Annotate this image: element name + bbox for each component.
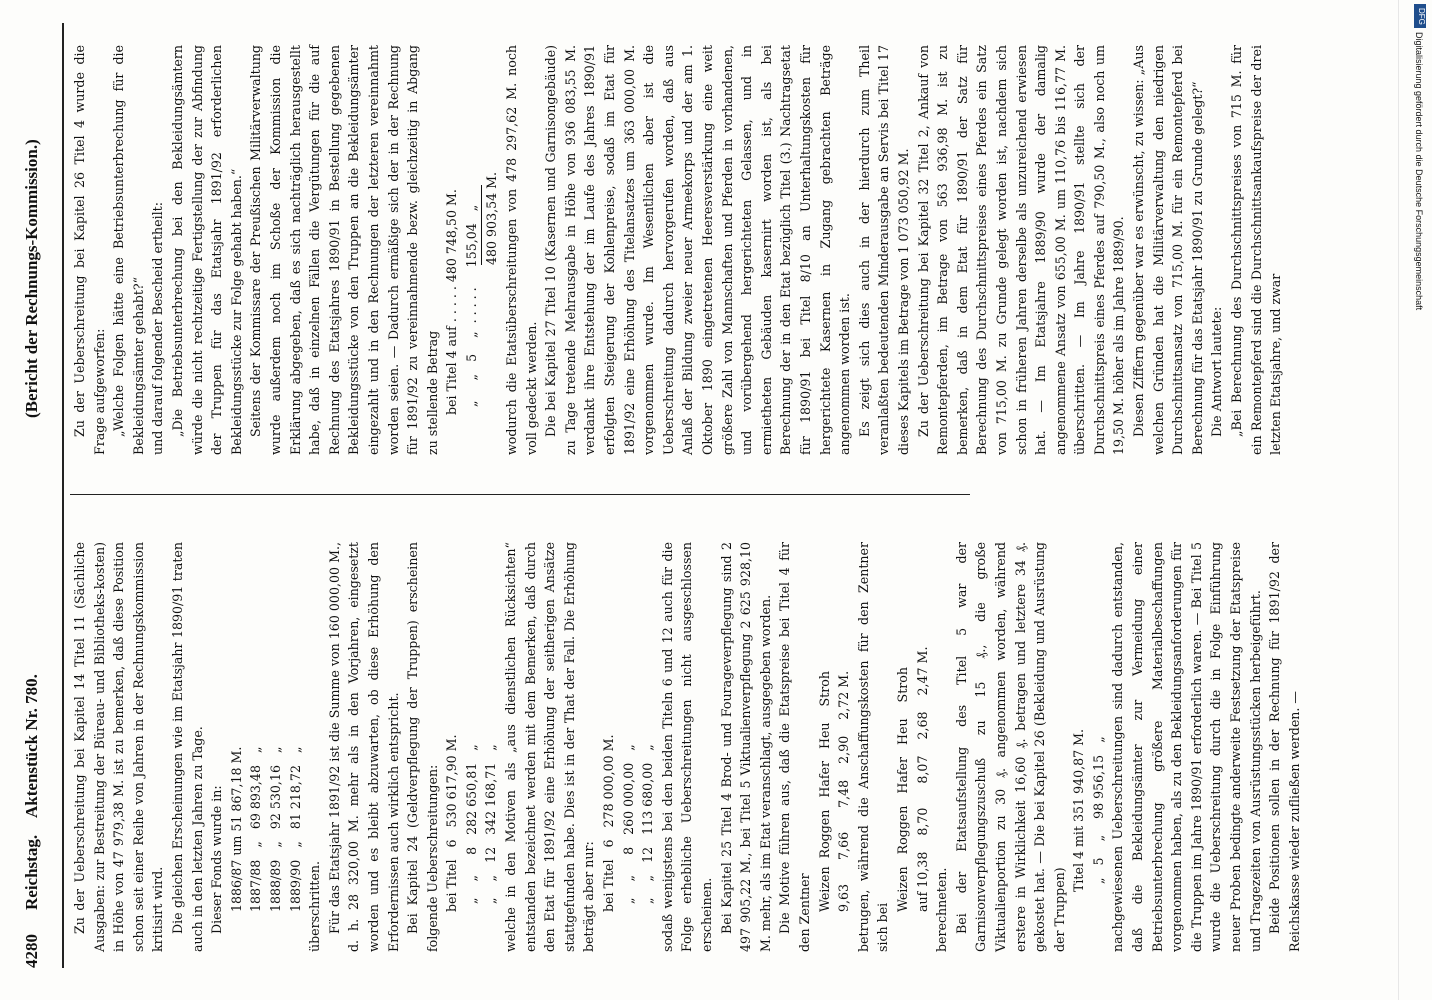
paragraph: nachgewiesenen Ueberschreitungen sind dadurch entstanden, daß die Bekleidungsämter zur Vermeidung einer Betriebsunterbrechung größere Materialbeschaffungen vorgenommen haben, als zu den Bekleidungsanforderungen für die Truppen im Jahre 1890/91 erforderlich waren. — Bei Titel 5 wurde die Ueberschreitung durch die in Folge Einführung neuer Proben bedingte anderweite Festsetzung der Etatspreise und Tragezeiten von Ausrüstungsstücken herbeigeführt. bbox=[1110, 542, 1263, 952]
titel-list bbox=[442, 542, 501, 912]
column-divider bbox=[70, 494, 970, 495]
list-item: „ „ 12 342 168,71 „ bbox=[483, 744, 499, 912]
paragraph: welche in den Motiven als „aus dienstlichen Rücksichten“ entstanden bezeichnet werden mit dem Bemerken, daß durch den Etat für 1891/92 eine Erhöhung der seitherigen Ansätze stattgefunden habe. Dies ist in der That der Fall. Die Erhöhung beträgt aber nur: bbox=[503, 542, 597, 952]
paragraph: Es zeigt sich dies auch in der hierdurch zum Theil veranlaßten bedeutenden Minderausgabe an Servis bei Titel 17 dieses Kapitels im Betrage von 1 073 050,92 M. bbox=[856, 45, 911, 455]
paragraph: Zu der Ueberschreitung bei Kapitel 32 Titel 2, Ankauf von Remontepferden, im Betrage von 563 936,98 M. ist zu bemerken, daß in dem Etat für 1890/91 der Satz für Berechnung des Durchschnittspreises eines Pferdes ein Satz von 715,00 M. zu Grunde gelegt worden ist, nachdem sich schon in früheren Jahren derselbe als unzureichend erwiesen hat. — Im Etatsjahre 1889/90 wurde der damalig angenommene Ansatz von 655,00 M. um 110,76 bis 116,77 M. überschritten. — Im Jahre 1890/91 stellte sich der Durchschnittspreis eines Pferdes auf 790,50 M., also noch um 19,50 M. höher als im Jahre 1889/90. bbox=[915, 45, 1127, 455]
paragraph: Bei Kapitel 25 Titel 4 Brod- und Fourageverpflegung sind 2 497 905,22 M., bei Titel 5 Viktualienverpflegung 2 625 928,10 M. mehr, als im Etat veranschlagt, ausgegeben worden. bbox=[718, 542, 773, 952]
scan-edge-line bbox=[1398, 0, 1399, 1000]
paragraph: und darauf folgender Bescheid ertheilt: bbox=[150, 202, 166, 455]
paragraph: Beide Positionen sollen in der Rechnung für 1891/92 der Reichskasse wieder zufließen werden. — bbox=[1267, 542, 1302, 952]
page-header bbox=[2, 28, 62, 968]
list-item: bei Titel 4 auf . . . . . 480 748,50 M. bbox=[444, 189, 460, 415]
list-item: 1886/87 um 51 867,18 M. bbox=[228, 746, 244, 912]
paragraph: berechneten. bbox=[934, 867, 950, 952]
dfg-logo: DFG bbox=[1414, 4, 1426, 28]
list-item: „ „ 8 282 650,81 „ bbox=[463, 744, 479, 912]
sum-total: 480 903,54 M. bbox=[484, 171, 500, 265]
paragraph: Bei Kapitel 24 (Geldverpflegung der Truppen) erscheinen folgende Ueberschreitungen: bbox=[405, 542, 440, 952]
price-table bbox=[815, 542, 854, 912]
digitization-note: Digitalisierung gefördert durch die Deutsche Forschungsgemeinschaft bbox=[1414, 32, 1424, 311]
paragraph: Die Antwort lautete: bbox=[1209, 306, 1225, 437]
price-rows: Weizen Roggen Hafer Heu Stroh auf 10,38 8,70 8,07 2,68 2,47 M. bbox=[894, 646, 930, 912]
titel-list bbox=[599, 542, 658, 912]
header-rule bbox=[62, 23, 64, 968]
list-item: Titel 4 mit 351 940,87 M. bbox=[1071, 728, 1087, 892]
quotation: „Welche Folgen hätte eine Betriebsunterbrechung für die Bekleidungsämter gehabt?“ bbox=[111, 45, 146, 455]
list-item: „ „ 12 113 680,00 „ bbox=[640, 744, 656, 912]
paragraph: überschritten. bbox=[307, 860, 323, 952]
list-item: bei Titel 6 278 000,00 M. bbox=[601, 734, 617, 912]
paragraph: Zu der Ueberschreitung bei Kapitel 14 Titel 11 (Sächliche Ausgaben: zur Bestreitung der Büreau- und Bibliotheks-kosten) in Höhe von 47 979,38 M. ist zu bemerken, daß diese Position schon seit einer Reihe von Jahren in der Rechnungskommission kritisirt wird. bbox=[72, 542, 166, 952]
running-title-right: (Bericht der Rechnungs-Kommission.) bbox=[22, 139, 41, 418]
price-table bbox=[893, 542, 932, 912]
running-title-left: Reichstag. bbox=[22, 834, 41, 910]
paragraph: Diesen Ziffern gegenüber war es erwünscht, zu wissen: „Aus welchen Gründen hat die Militärverwaltung den niedrigen Durchschnittsansatz von 715,00 M. für ein Remontepferd bei Berechnung für das Etatsjahr 1890/91 zu Grunde gelegt?“ bbox=[1131, 45, 1205, 455]
paragraph: Dieser Fonds wurde in: bbox=[209, 785, 225, 934]
quotation: „Bei Berechnung des Durchschnittspreises von 715 M. für ein Remontepferd sind die Durchschnittsankaufspreise der drei letzten Etatsjahre, und zwar bbox=[1229, 45, 1284, 455]
list-item: „ „ 5 „ . . . . . 155,04 „ bbox=[463, 204, 479, 415]
list-item: bei Titel 6 530 617,90 M. bbox=[444, 734, 460, 912]
paragraph: Seitens der Kommissare der Preußischen Militärverwaltung wurde außerdem noch im Schoße der Kommission die Erklärung abgegeben, daß es sich nachträglich herausgestellt habe, daß in einzelnen Fällen die Vergütungen für die auf Rechnung des Etatsjahres 1890/91 in Bestellung gegebenen Bekleidungsstücke von den Truppen an die Bekleidungsämter eingezahlt und in den Rechnungen der letzteren vereinnahmt worden seien. — Dadurch ermäßige sich der in der Rechnung für 1891/92 zu vereinnahmende bezw. gleichzeitig in Abgang zu stellende Betrag bbox=[248, 45, 440, 455]
running-title-center: Aktenstück Nr. 780. bbox=[22, 674, 41, 818]
paragraph: Die bei Kapitel 27 Titel 10 (Kasernen und Garnisongebäude) zu Tage tretende Mehrausgabe in Höhe von 936 083,55 M. verdankt ihre Entstehung der im Laufe des Jahres 1890/91 erfolgten Steigerung der Kohlenpreise, sodaß im Etat für 1891/92 eine Erhöhung des Titelansatzes um 363 000,00 M. vorgenommen wurde. Im Wesentlichen aber ist die Ueberschreitung dadurch hervorgerufen worden, daß aus Anlaß der Bildung zweier neuer Armeekorps und der am 1. Oktober 1890 eingetretenen Heeresverstärkung eine weit größere Zahl von Mannschaften und Pferden in vorhandenen, und vorübergehend hergerichteten Gelassen, und in ermietheten Gebäuden kasernirt worden ist, als bei Berechnung der in den Etat bezüglich Titel (3.) Nachtragsetat für 1890/91 bei Titel 8/10 an Unterhaltungskosten für hergerichtete Kasernen in Zugang gebrachten Beträge angenommen worden ist. bbox=[543, 45, 853, 455]
paragraph: Die Motive führen aus, daß die Etatspreise bei Titel 4 für den Zentner bbox=[777, 542, 812, 952]
paragraph: sodaß wenigstens bei den beiden Titeln 6 und 12 auch für die Folge erhebliche Ueberschreitungen nicht ausgeschlossen erscheinen. bbox=[659, 542, 714, 952]
digitization-note-wrap bbox=[1412, 32, 1426, 712]
titel-list bbox=[1069, 542, 1108, 892]
quotation: „Die Betriebsunterbrechung bei den Bekleidungsämtern würde die nicht rechtzeitige Fertigstellung der zur Abfindung der Truppen für das Etatsjahr 1891/92 erforderlichen Bekleidungsstücke zur Folge gehabt haben.“ bbox=[169, 45, 244, 455]
right-column bbox=[70, 45, 1286, 455]
list-item: „ „ 8 260 000,00 „ bbox=[620, 744, 636, 912]
list-item: 1887/88 „ 69 893,48 „ bbox=[248, 746, 264, 912]
paragraph: Für das Etatsjahr 1891/92 ist die Summe von 160 000,00 M., d. h. 28 320,00 M. mehr als in den Vorjahren, eingesetzt worden und es bleibt abzuwarten, ob diese Erhöhung den Erfordernissen auch wirklich entspricht. bbox=[326, 542, 401, 952]
paragraph: wodurch die Etatsüberschreitungen von 478 297,62 M. noch voll gedeckt werden. bbox=[504, 45, 539, 455]
paragraph: Die gleichen Erscheinungen wie im Etatsjahr 1890/91 traten auch in den letzten Jahren zu Tage. bbox=[169, 542, 205, 952]
list-item: „ 5 „ 98 956,15 „ bbox=[1090, 736, 1106, 892]
paragraph: Bei der Etatsaufstellung des Titel 5 war der Garnisonverpflegungszuschuß zu 15 ₰., die große Viktualienportion zu 30 ₰. angenommen worden, während erstere in Wirklichkeit 16,60 ₰. betragen und letztere 34 ₰. gekostet hat. — Die bei Kapitel 26 (Bekleidung und Ausrüstung der Truppen) bbox=[953, 542, 1067, 952]
left-column bbox=[70, 542, 1304, 952]
list-item: 1888/89 „ 92 530,16 „ bbox=[267, 746, 283, 912]
price-rows: Weizen Roggen Hafer Heu Stroh 9,63 7,66 7,48 2,90 2,72 M. bbox=[816, 670, 852, 912]
page-number: 4280 bbox=[22, 934, 41, 968]
overrun-years-list bbox=[227, 542, 305, 912]
list-item: 1889/90 „ 81 218,72 „ bbox=[287, 746, 303, 912]
paragraph: Zu der Ueberschreitung bei Kapitel 26 Titel 4 wurde die Frage aufgeworfen: bbox=[72, 45, 107, 455]
paragraph: betrugen, während die Anschaffungskosten für den Zentner sich bei bbox=[855, 542, 891, 952]
amount-list bbox=[442, 45, 481, 415]
